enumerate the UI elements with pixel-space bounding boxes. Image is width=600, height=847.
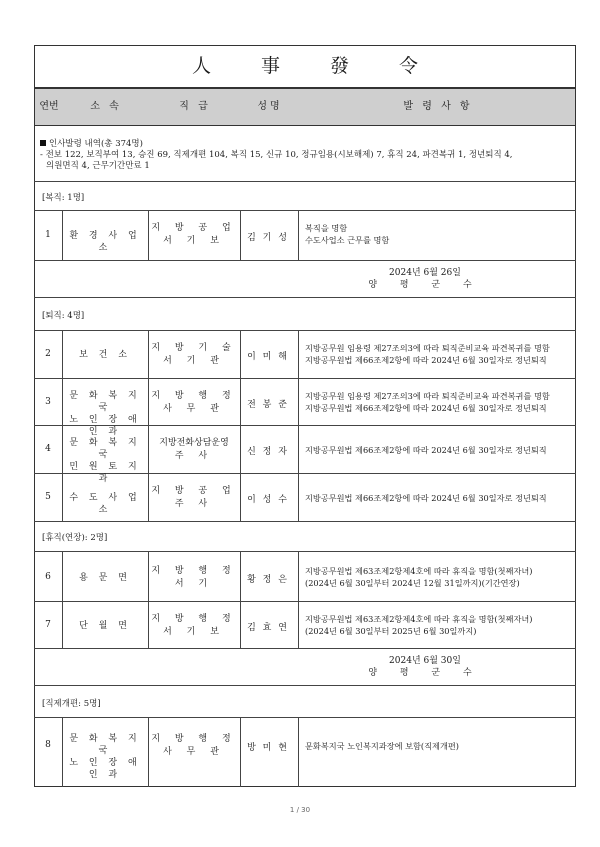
divider (34, 210, 576, 211)
bullet-square-icon (40, 140, 46, 146)
row-grade: 지 방 행 정 서 기 (151, 566, 237, 589)
date-block: 2024년 6월 30일 양 평 군 수 (368, 656, 482, 678)
row-grade: 지 방 행 정 서 기 보 (151, 614, 237, 637)
divider (34, 717, 576, 718)
row-dept: 환 경 사 업 소 (69, 231, 141, 253)
row-grade: 지 방 공 업 주 사 (151, 486, 237, 509)
divider (34, 260, 576, 261)
divider (34, 551, 576, 552)
header-detail: 발 령 사 항 (403, 101, 473, 112)
column-rule (298, 551, 299, 648)
column-rule (240, 551, 241, 648)
row-grade: 지 방 기 술 서 기 관 (151, 343, 237, 366)
divider (34, 378, 576, 379)
row-detail: 복직을 명함 수도사업소 근무를 명함 (305, 223, 390, 245)
row-grade: 지 방 행 정 사 무 관 (151, 734, 237, 757)
row-name: 신 정 자 (247, 447, 289, 457)
summary-title: 인사발령 내역(총 374명) (49, 139, 143, 149)
divider (34, 648, 576, 649)
row-dept: 단 월 면 (79, 621, 131, 631)
page-number: 1 / 30 (289, 806, 311, 814)
row-detail: 지방공무원 임용령 제27조의3에 따라 퇴직준비교육 파견복귀를 명함 지방공무원법 제66조제2항에 따라 2024년 6월 30일자로 정년퇴직 (305, 343, 550, 365)
column-rule (298, 717, 299, 787)
row-detail: 지방공무원법 제63조제2항제4호에 따라 휴직을 명함(첫째자녀) (2024년 6월 30일부터 2025년 6월 30일까지) (305, 614, 533, 636)
row-grade: 지 방 행 정 사 무 관 (151, 391, 237, 414)
summary-block (40, 139, 570, 172)
divider (34, 330, 576, 331)
divider (34, 181, 576, 182)
section-label-retire: [퇴직: 4명] (42, 311, 85, 321)
row-detail: 지방공무원법 제66조제2항에 따라 2024년 6월 30일자로 정년퇴직 (305, 445, 547, 455)
row-name: 전 봉 준 (247, 400, 289, 410)
row-name: 이 미 해 (247, 352, 289, 362)
document-title: 人 事 發 令 (34, 45, 576, 88)
header-dept: 소 속 (90, 101, 122, 112)
row-number: 4 (45, 444, 51, 454)
row-number: 5 (45, 492, 51, 502)
row-grade: 지방전화상담운영 주 사 (159, 438, 229, 461)
divider (34, 297, 576, 298)
section-label-reinstate: [복직: 1명] (42, 193, 85, 203)
header-no: 연번 (39, 101, 59, 112)
column-rule (298, 210, 299, 260)
row-dept: 보 건 소 (79, 350, 131, 360)
row-dept: 문 화 복 지 국 노 인 장 애 인 과 (69, 391, 141, 437)
table-header (34, 88, 576, 126)
row-number: 7 (45, 620, 51, 630)
row-number: 6 (45, 572, 51, 582)
header-grade: 직 급 (179, 101, 211, 112)
row-name: 방 미 현 (247, 743, 289, 753)
row-name: 김 효 연 (247, 623, 289, 633)
divider (34, 685, 576, 686)
section-label-reorg: [직제개편: 5명] (42, 699, 101, 709)
row-grade: 지 방 공 업 서 기 보 (151, 223, 237, 246)
column-rule (298, 330, 299, 521)
summary-detail-1: - 전보 122, 보직부여 13, 승진 69, 직제개편 104, 복직 15, 신규 10, 정규임용(시보해제) 7, 휴직 24, 파견복귀 1, 정년퇴직 4, (40, 150, 513, 160)
row-detail: 지방공무원법 제63조제2항제4호에 따라 휴직을 명함(첫째자녀) (2024년 6월 30일부터 2024년 12월 31일까지)(기간연장) (305, 566, 533, 588)
date-block: 2024년 6월 26일 양 평 군 수 (368, 268, 482, 290)
row-name: 황 정 은 (247, 575, 289, 585)
row-detail: 문화복지국 노인복지과장에 보함(직제개편) (305, 741, 459, 751)
row-number: 3 (45, 397, 51, 407)
row-dept: 문 화 복 지 국 민 원 토 지 과 (69, 438, 141, 484)
header-name: 성명 (257, 101, 283, 112)
section-label-leave: [휴직(연장): 2명] (42, 533, 108, 543)
summary-detail-2: 의원면직 4, 근무기간만료 1 (46, 161, 150, 171)
row-name: 김 기 성 (247, 233, 289, 243)
divider (34, 601, 576, 602)
row-number: 2 (45, 349, 51, 359)
row-number: 1 (45, 230, 51, 240)
column-rule (62, 551, 63, 648)
row-detail: 지방공무원법 제66조제2항에 따라 2024년 6월 30일자로 정년퇴직 (305, 493, 547, 503)
row-dept: 용 문 면 (79, 573, 131, 583)
row-dept: 문 화 복 지 국 노 인 장 애 인 과 (69, 734, 141, 780)
row-dept: 수 도 사 업 소 (69, 493, 141, 515)
divider (34, 521, 576, 522)
row-detail: 지방공무원 임용령 제27조의3에 따라 퇴직준비교육 파견복귀를 명함 지방공무원법 제66조제2항에 따라 2024년 6월 30일자로 정년퇴직 (305, 391, 550, 413)
row-name: 이 성 수 (247, 495, 289, 505)
row-number: 8 (45, 740, 51, 750)
